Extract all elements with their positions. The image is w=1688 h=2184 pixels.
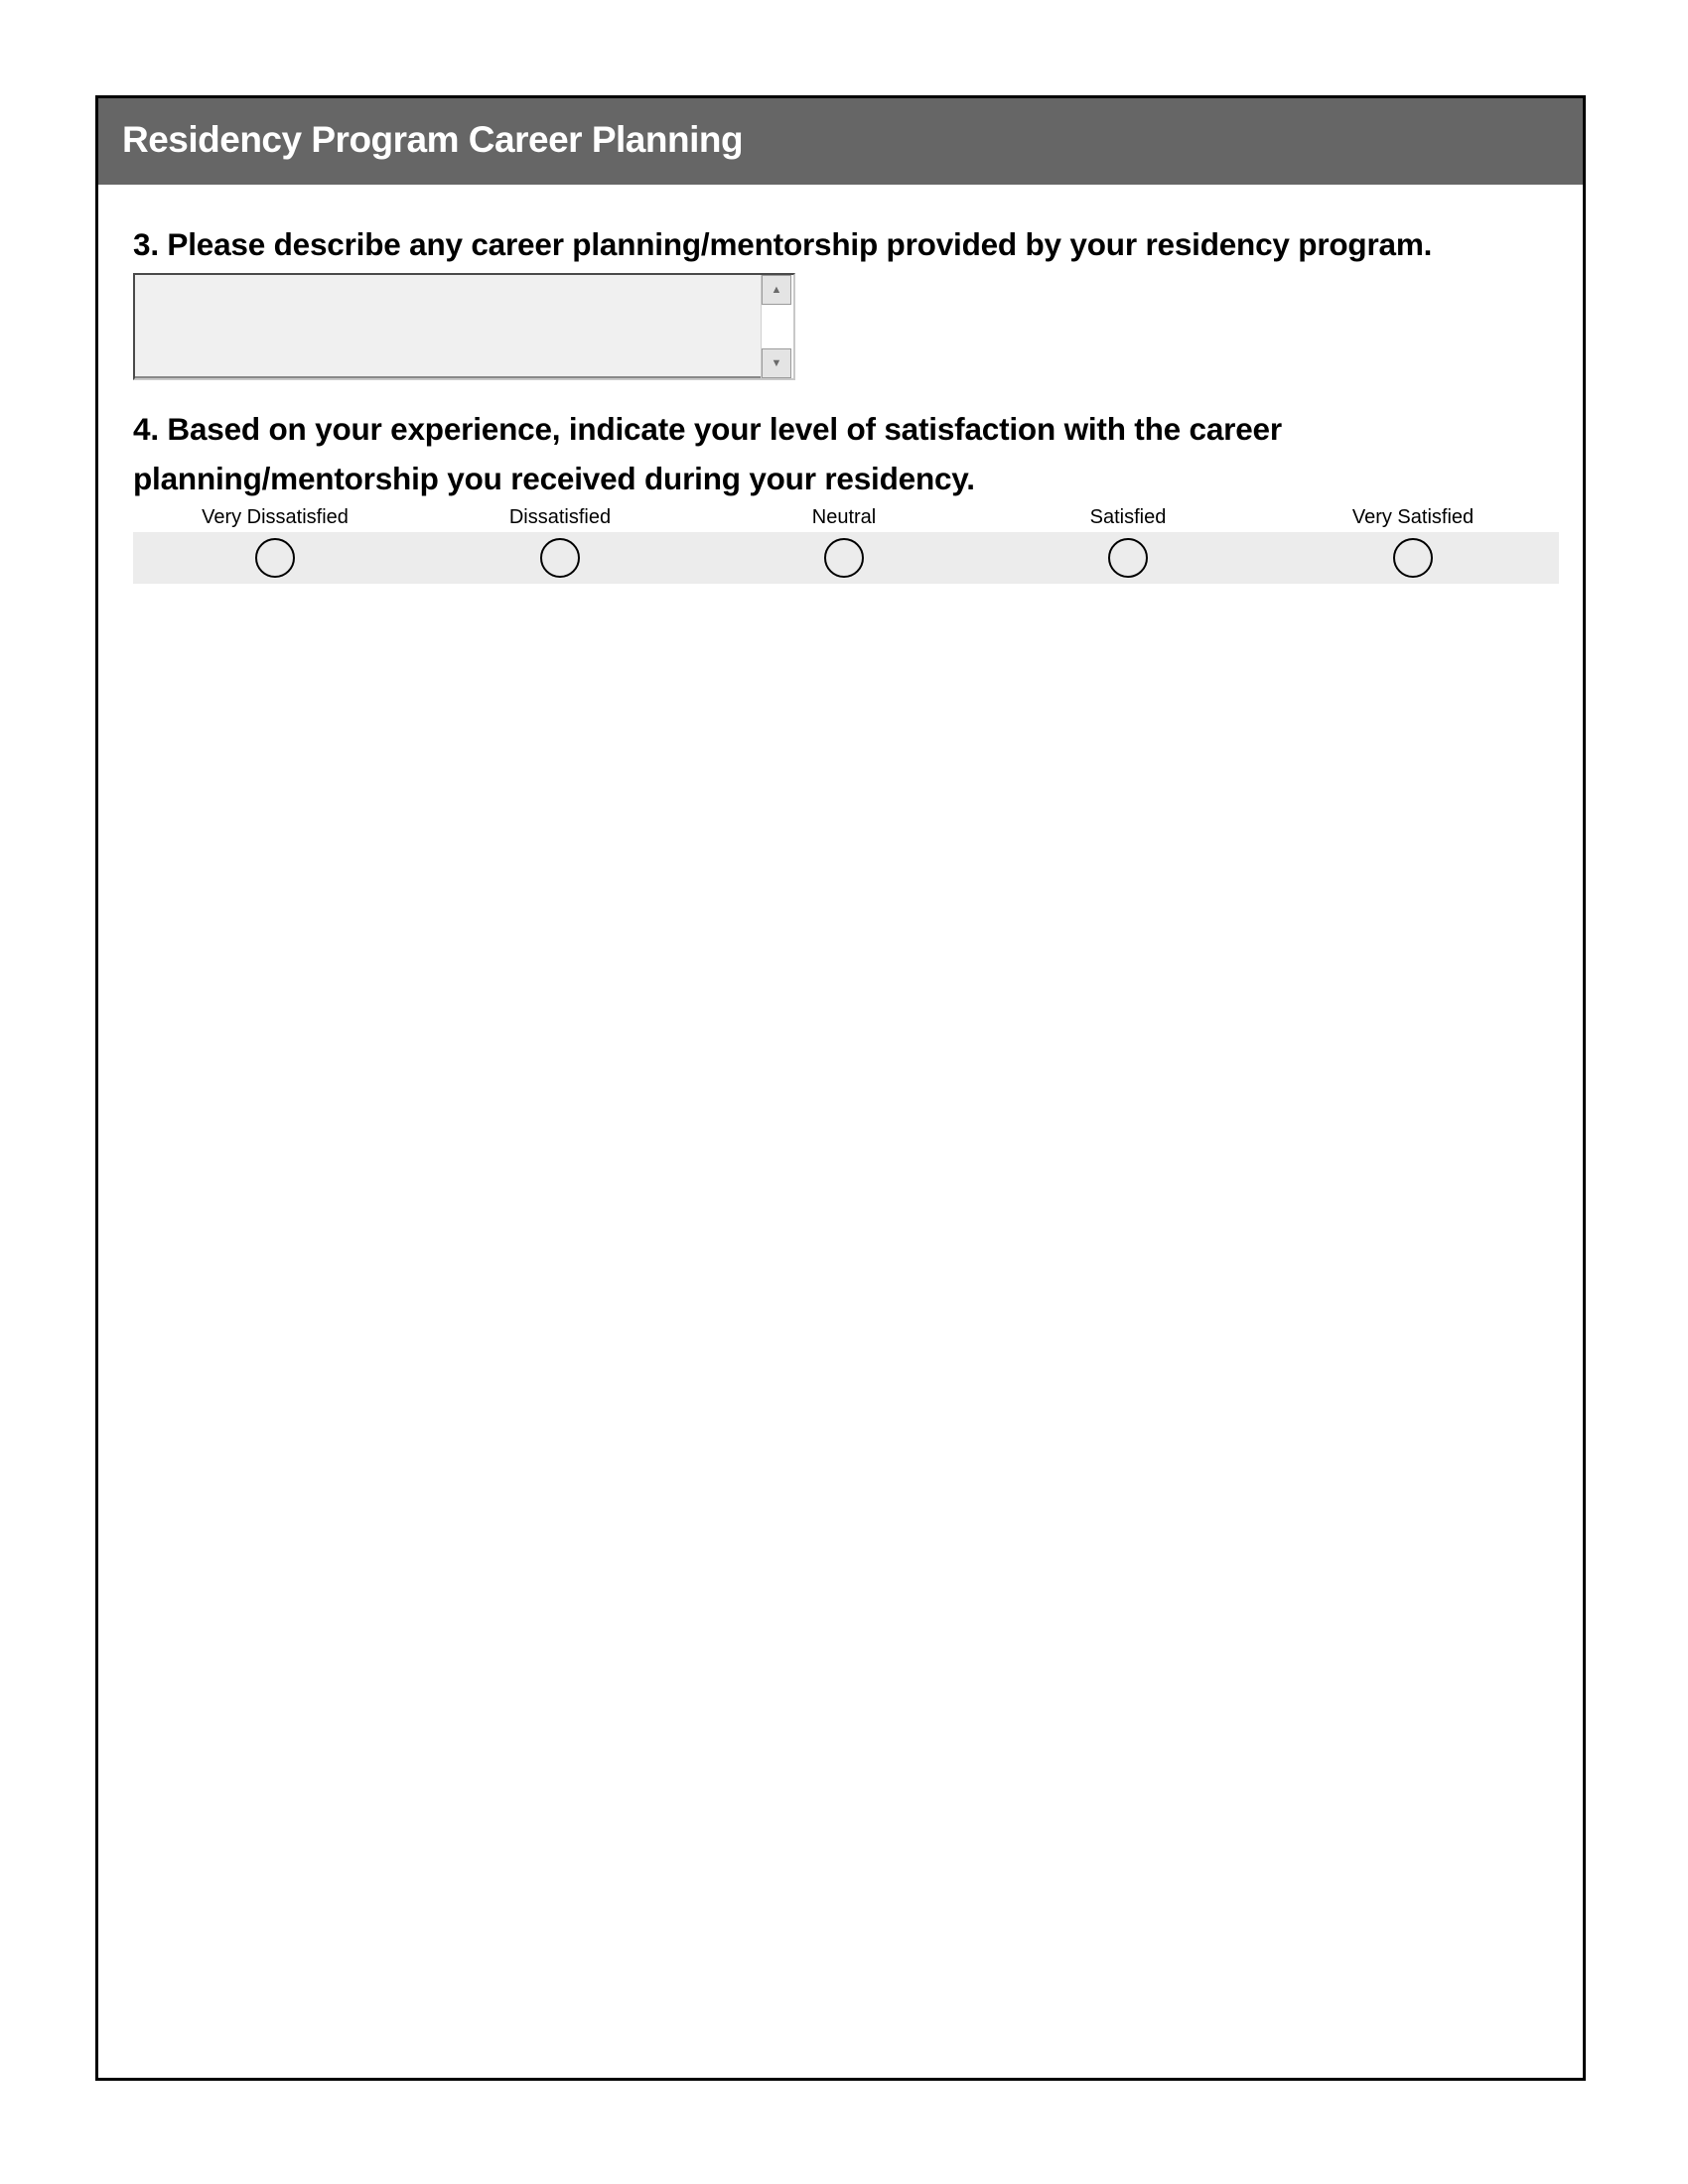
textbox-border (135, 275, 793, 378)
form-page-frame (95, 95, 1586, 2081)
scroll-up-arrow-icon[interactable]: ▲ (762, 275, 791, 305)
radio-satisfied[interactable] (1108, 538, 1148, 578)
question-4-text: 4. Based on your experience, indicate your level of satisfaction with the career planning/mentorship you received during your residency. (133, 411, 1282, 496)
radio-very-satisfied[interactable] (1393, 538, 1433, 578)
section-header (98, 98, 1583, 185)
section-title: Residency Program Career Planning (122, 119, 744, 160)
satisfaction-scale-row (133, 532, 1559, 584)
satisfaction-scale-labels (133, 506, 1559, 530)
scroll-down-arrow-icon[interactable]: ▼ (762, 348, 791, 378)
scale-label-neutral: Neutral (811, 506, 877, 528)
scale-label-very-dissatisfied: Very Dissatisfied (202, 506, 349, 528)
question-3-answer-textbox[interactable] (133, 273, 795, 380)
radio-dissatisfied[interactable] (540, 538, 580, 578)
radio-very-dissatisfied[interactable] (255, 538, 295, 578)
scale-label-dissatisfied: Dissatisfied (508, 506, 612, 528)
radio-neutral[interactable] (824, 538, 864, 578)
scale-label-satisfied: Satisfied (1089, 506, 1167, 528)
scale-label-very-satisfied: Very Satisfied (1351, 506, 1475, 528)
question-3-text: 3. Please describe any career planning/mentorship provided by your residency program. (133, 226, 1433, 262)
textbox-scrollbar[interactable] (761, 275, 793, 378)
